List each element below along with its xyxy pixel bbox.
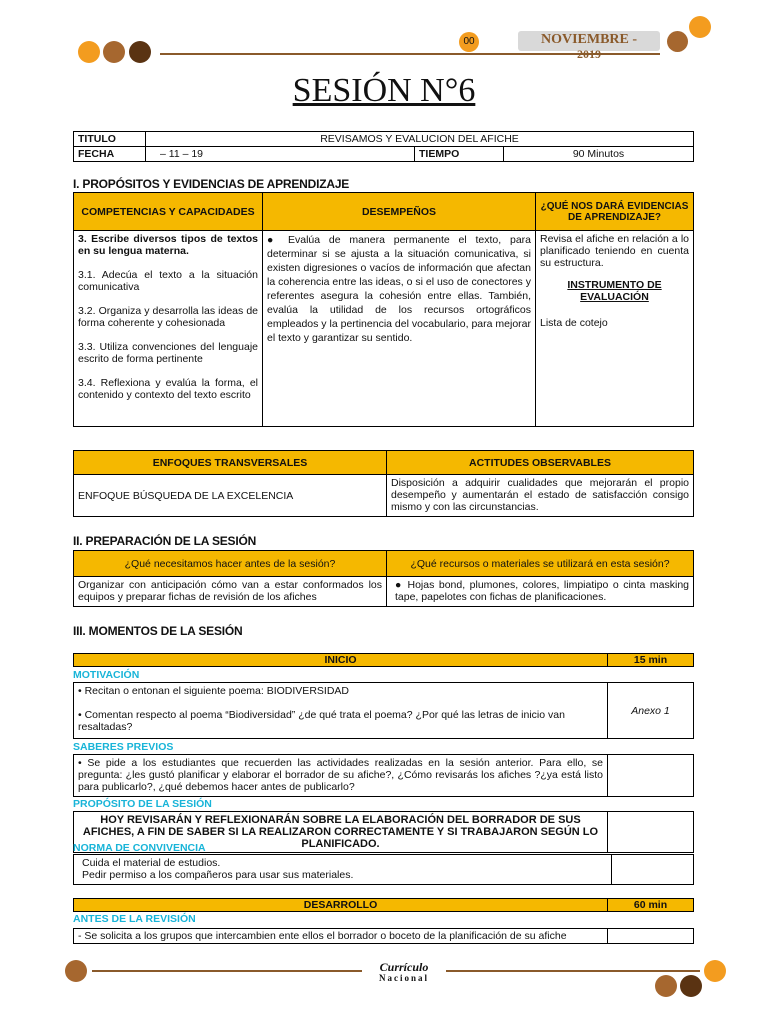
norma-item: Cuida el material de estudios.	[82, 857, 221, 869]
desarrollo-header-table	[73, 898, 694, 912]
year-line: 2019	[577, 47, 601, 61]
tiempo-label: TIEMPO	[415, 147, 504, 162]
inicio-time: 15 min	[608, 654, 694, 667]
competencias-cell	[74, 231, 263, 427]
actitud-cell: Disposición a adquirir cualidades que mejorarán el propio desempeño y aumentarán el estado de satisfacción consigo mismo y con las circunstancias.	[387, 475, 694, 517]
tiempo-value: 90 Minutos	[504, 147, 694, 162]
instrumento-label: INSTRUMENTO DE EVALUACIÓN	[567, 279, 662, 303]
footer-rule	[446, 970, 700, 972]
decor-dot	[65, 960, 87, 982]
desarrollo-time: 60 min	[608, 899, 694, 912]
desarrollo-label: DESARROLLO	[74, 899, 608, 912]
fecha-value: – 11 – 19	[146, 147, 415, 162]
capacidad-item: 3.1. Adecúa el texto a la situación comunicativa	[78, 269, 258, 293]
saberes-label: SABERES PREVIOS	[73, 741, 174, 753]
motivacion-table	[73, 682, 694, 739]
motivacion-cell	[74, 683, 608, 739]
antes-header: ¿Qué necesitamos hacer antes de la sesión?	[74, 551, 387, 577]
decor-dot	[667, 31, 688, 52]
enfoques-table	[73, 450, 694, 517]
norma-cell	[74, 855, 612, 885]
proposito-side	[608, 812, 694, 853]
page-title: SESIÓN N°6	[292, 72, 476, 109]
month-text	[518, 33, 660, 61]
motivacion-text: • Comentan respecto al poema “Biodiversidad” ¿de qué trata el poema? ¿Por qué las letras de inicio van resaltadas?	[78, 709, 565, 733]
proposito-label: PROPÓSITO DE LA SESIÓN	[73, 798, 212, 810]
norma-table	[73, 854, 694, 885]
preparacion-table	[73, 550, 694, 607]
instrumento-value: Lista de cotejo	[540, 317, 608, 329]
antes-revision-cell: - Se solicita a los grupos que intercambien ente ellos el borrador o boceto de la planificación de su afiche	[74, 929, 608, 944]
month-line: NOVIEMBRE -	[540, 32, 638, 47]
enfoque-cell: ENFOQUE BÚSQUEDA DE LA EXCELENCIA	[74, 475, 387, 517]
desempeno-cell: ● Evalúa de manera permanente el texto, para determinar si se ajusta a la situación comunicativa, si existen digresiones o vacíos de información que afectan la coherencia entre las ideas, o si el uso de conectores y referentes asegura la cohesión entre ellas. También, evalúa la utilidad de los recursos ortográficos empleados y la pertinencia del vocabulario, para mejorar el texto y garantizar su sentido.	[263, 231, 536, 427]
decor-dot	[129, 41, 151, 63]
evidencia-cell	[536, 231, 694, 427]
inicio-header-table	[73, 653, 694, 667]
section-1-heading: I. PROPÓSITOS Y EVIDENCIAS DE APRENDIZAJE	[73, 177, 350, 191]
inicio-label: INICIO	[74, 654, 608, 667]
motivacion-text: • Recitan o entonan el siguiente poema: BIODIVERSIDAD	[78, 685, 349, 697]
anexo-cell: Anexo 1	[608, 683, 694, 739]
capacidad-item: 3.3. Utiliza convenciones del lenguaje escrito de forma pertinente	[78, 341, 258, 365]
decor-dot	[655, 975, 677, 997]
logo-line: Nacional	[378, 973, 429, 983]
section-2-heading: II. PREPARACIÓN DE LA SESIÓN	[73, 534, 257, 548]
norma-item: Pedir permiso a los compañeros para usar sus materiales.	[82, 869, 354, 881]
fecha-label: FECHA	[74, 147, 146, 162]
propositos-table	[73, 192, 694, 427]
proposito-cell: HOY REVISARÁN Y REFLEXIONARÁN SOBRE LA ELABORACIÓN DEL BORRADOR DE SUS AFICHES, A FIN DE SABER SI LA REALIZARON CORRECTAMENTE Y SI TRABAJARON SEGÚN LO PLANIFICADO.	[74, 812, 608, 853]
decor-dot	[103, 41, 125, 63]
section-3-heading: III. MOMENTOS DE LA SESIÓN	[73, 624, 243, 638]
saberes-table	[73, 754, 694, 797]
decor-dot	[78, 41, 100, 63]
saberes-side	[608, 755, 694, 797]
evidencias-header: ¿QUÉ NOS DARÁ EVIDENCIAS DE APRENDIZAJE?	[536, 193, 694, 231]
titulo-label: TITULO	[74, 132, 146, 147]
antes-revision-label: ANTES DE LA REVISIÓN	[73, 913, 196, 925]
norma-side	[612, 855, 694, 885]
decor-dot	[704, 960, 726, 982]
antes-revision-table	[73, 928, 694, 944]
saberes-cell: • Se pide a los estudiantes que recuerden las actividades realizadas en la sesión anterior. Para ello, se pregunta: ¿les gustó planificar y elaborar el borrador de su afiche?, ¿Cómo revisarás los afiches ?¿ya está listo para publicarlo?, ¿qué debemos hacer antes de publicarlo?	[74, 755, 608, 797]
curriculo-logo	[362, 962, 446, 984]
competencias-header: COMPETENCIAS Y CAPACIDADES	[74, 193, 263, 231]
enfoques-header: ENFOQUES TRANSVERSALES	[74, 451, 387, 475]
capacidad-item: 3.2. Organiza y desarrolla las ideas de forma coherente y cohesionada	[78, 305, 258, 329]
page-badge-text: 00	[463, 36, 475, 47]
antes-revision-side	[608, 929, 694, 944]
competencia-text: 3. Escribe diversos tipos de textos en su lengua materna.	[78, 233, 258, 257]
footer-rule	[92, 970, 362, 972]
titulo-value: REVISAMOS Y EVALUCION DEL AFICHE	[146, 132, 694, 147]
recursos-cell: ● Hojas bond, plumones, colores, limpiatipo o cinta masking tape, papelotes con fichas de planificaciones.	[387, 577, 694, 607]
decor-dot	[689, 16, 711, 38]
recursos-header: ¿Qué recursos o materiales se utilizará en esta sesión?	[387, 551, 694, 577]
decor-dot	[680, 975, 702, 997]
session-info-table	[73, 131, 694, 162]
logo-line: Currículo	[379, 960, 429, 974]
actitudes-header: ACTITUDES OBSERVABLES	[387, 451, 694, 475]
antes-cell: Organizar con anticipación cómo van a estar conformados los equipos y preparar fichas de revisión de los afiches	[74, 577, 387, 607]
norma-label: NORMA DE CONVIVENCIA	[73, 842, 206, 854]
motivacion-label: MOTIVACIÓN	[73, 669, 140, 681]
capacidad-item: 3.4. Reflexiona y evalúa la forma, el contenido y contexto del texto escrito	[78, 377, 258, 401]
evidencia-text: Revisa el afiche en relación a lo planificado teniendo en cuenta su estructura.	[540, 233, 689, 269]
desempenos-header: DESEMPEÑOS	[263, 193, 536, 231]
